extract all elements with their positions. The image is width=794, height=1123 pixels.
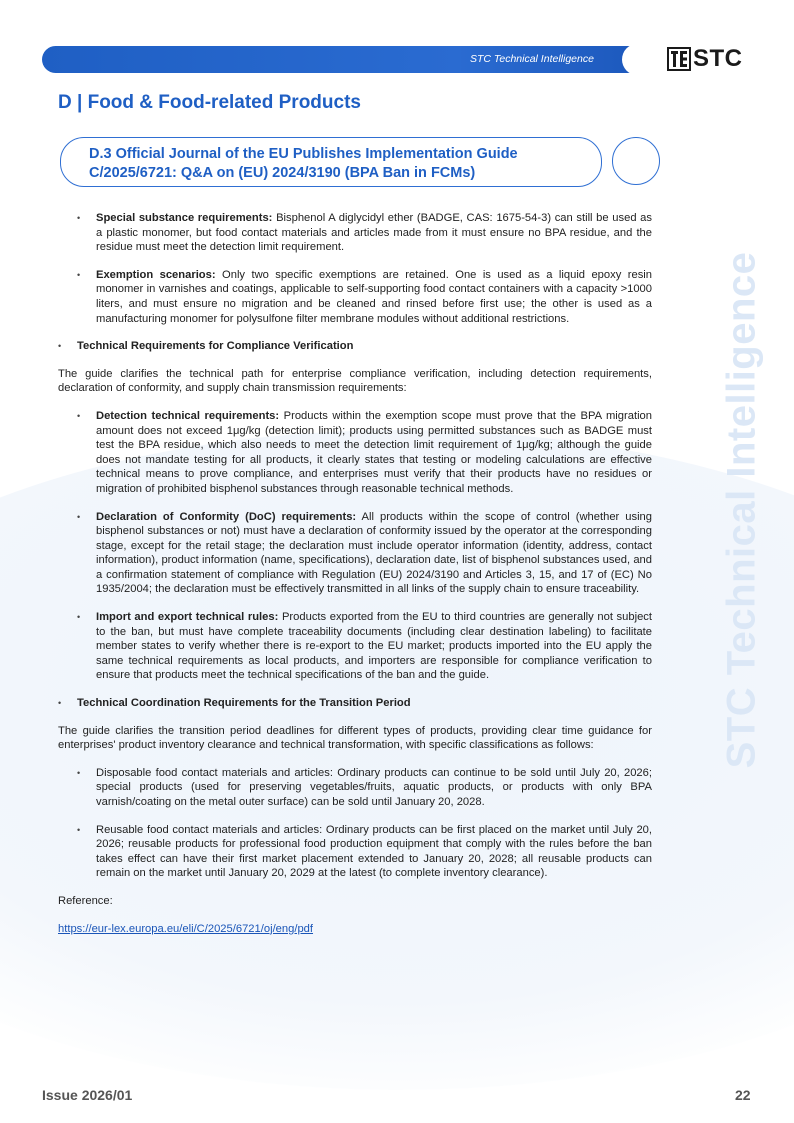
bullet-icon: •	[77, 824, 81, 835]
item-text: Disposable food contact materials and articles: Ordinary products can continue to be sold until July 20, 2026; special products (used for preserving vegetables/fruits, aquatic products, or products with only BPA varnish/coating on the metal outer surface) can be sold until January 20, 2028.	[96, 766, 652, 808]
item-label: Import and export technical rules:	[96, 611, 279, 624]
heading-text: Technical Coordination Requirements for the Transition Period	[77, 697, 411, 710]
header-title: STC Technical Intelligence	[470, 53, 594, 65]
issue-label: Issue 2026/01	[42, 1087, 133, 1103]
bullet-icon: •	[77, 612, 81, 623]
item-text: Only two specific exemptions are retained. One is used as a liquid epoxy resin monomer in varnishes and coatings, applicable to self-supporting food contact containers with a capacity >1000 liters, and must ensure no migration and be cleaned and rinsed before first use; the other is used as a manufacturing monomer for polysulfone filter membrane modules without additional restrictions.	[96, 268, 652, 325]
bullet-icon: •	[58, 698, 62, 709]
header-notch	[622, 44, 652, 75]
bullet-icon: •	[77, 410, 81, 421]
subtitle-circle	[612, 137, 660, 185]
list-item	[58, 610, 652, 683]
bullet-icon: •	[77, 767, 81, 778]
subtitle-line-2: C/2025/6721: Q&A on (EU) 2024/3190 (BPA Ban in FCMs)	[89, 165, 476, 181]
section-heading	[58, 696, 652, 711]
section-title: D | Food & Food-related Products	[58, 92, 361, 113]
item-text: Bisphenol A diglycidyl ether (BADGE, CAS: 1675-54-3) can still be used as a plastic monomer, but food contact materials and articles made from it must ensure no BPA residue, and the residue must meet the detection limit requirement.	[96, 212, 652, 254]
item-text: Reusable food contact materials and articles: Ordinary products can be first placed on the market until July 20, 2026; reusable products for professional food production equipment that comply with the rules before the ban takes effect can have their first market placement extended to January 20, 2028; all reusable products can remain on the market until January 20, 2029 at the latest (to complete inventory clearance).	[96, 823, 652, 880]
bullet-icon: •	[58, 341, 62, 352]
bullet-icon: •	[77, 511, 81, 522]
bullet-icon: •	[77, 213, 81, 223]
watermark-text: STC Technical Intelligence	[719, 251, 764, 769]
list-item	[58, 766, 652, 810]
stc-logo	[667, 47, 743, 71]
item-text: Products exported from the EU to third countries are generally not subject to the ban, but must have complete traceability documents (including clear destination labeling) to facilitate member states to verify whether there is re-export to the EU market; products imported into the EU apply the same technical requirements as local products, and importers are responsible for compliance verification to ensure that products meet the technical specifications of the ban and the guide.	[96, 611, 653, 682]
reference-link[interactable]: https://eur-lex.europa.eu/eli/C/2025/6721/oj/eng/pdf	[58, 922, 314, 935]
item-label: Declaration of Conformity (DoC) requirements:	[96, 510, 357, 523]
stc-logo-icon	[667, 47, 691, 71]
list-item	[58, 211, 652, 255]
item-label: Exemption scenarios:	[96, 268, 216, 281]
paragraph: The guide clarifies the technical path for enterprise compliance verification, including detection requirements, declaration of conformity, and supply chain transmission requirements:	[58, 367, 652, 395]
list-item	[58, 409, 652, 497]
logo-text: STC	[693, 45, 743, 72]
subtitle-line-1: D.3 Official Journal of the EU Publishes Implementation Guide	[89, 146, 518, 162]
heading-text: Technical Requirements for Compliance Verification	[77, 340, 354, 353]
bullet-icon: •	[77, 269, 81, 280]
item-label: Detection technical requirements:	[96, 409, 280, 422]
page-number: 22	[735, 1087, 751, 1103]
section-heading	[58, 339, 652, 354]
subtitle-box	[60, 137, 602, 187]
item-text: All products within the scope of control (whether using bisphenol substances or not) must have a declaration of conformity issued by the operator at the corresponding stage, except for the retail stage; the declaration must include operator information (identity, address, contact information), product information (name, specifications), declaration date, list of bisphenol substances used, and a confirmation statement of compliance with Regulation (EU) 2024/3190 and Articles 3, 15, and 17 of (EC) No 1935/2004; the declaration must be effectively transmitted in all links of the supply chain to ensure traceability.	[96, 510, 652, 596]
list-item	[58, 268, 652, 326]
item-text: Products within the exemption scope must prove that the BPA migration amount does not exceed 1μg/kg (detection limit); products using permitted substances such as BADGE must test the BPA residue, which also needs to meet the detection limit requirement of 1μg/kg; although the guide does not mandate testing for all products, it clearly states that testing or modeling calculations are effective technical means to prove compliance, and enterprises must verify that their products have no residues or migration of prohibited bisphenol substances through reasonable technical methods.	[96, 409, 653, 495]
paragraph: The guide clarifies the transition period deadlines for different types of products, providing clear time guidance for enterprises' product inventory clearance and technical transformation, with specific classifications as follows:	[58, 724, 652, 752]
subtitle-text	[89, 145, 518, 183]
list-item	[58, 823, 652, 881]
item-label: Special substance requirements:	[96, 212, 273, 224]
article-body	[58, 211, 652, 936]
list-item	[58, 510, 652, 598]
reference-label: Reference:	[58, 894, 113, 907]
